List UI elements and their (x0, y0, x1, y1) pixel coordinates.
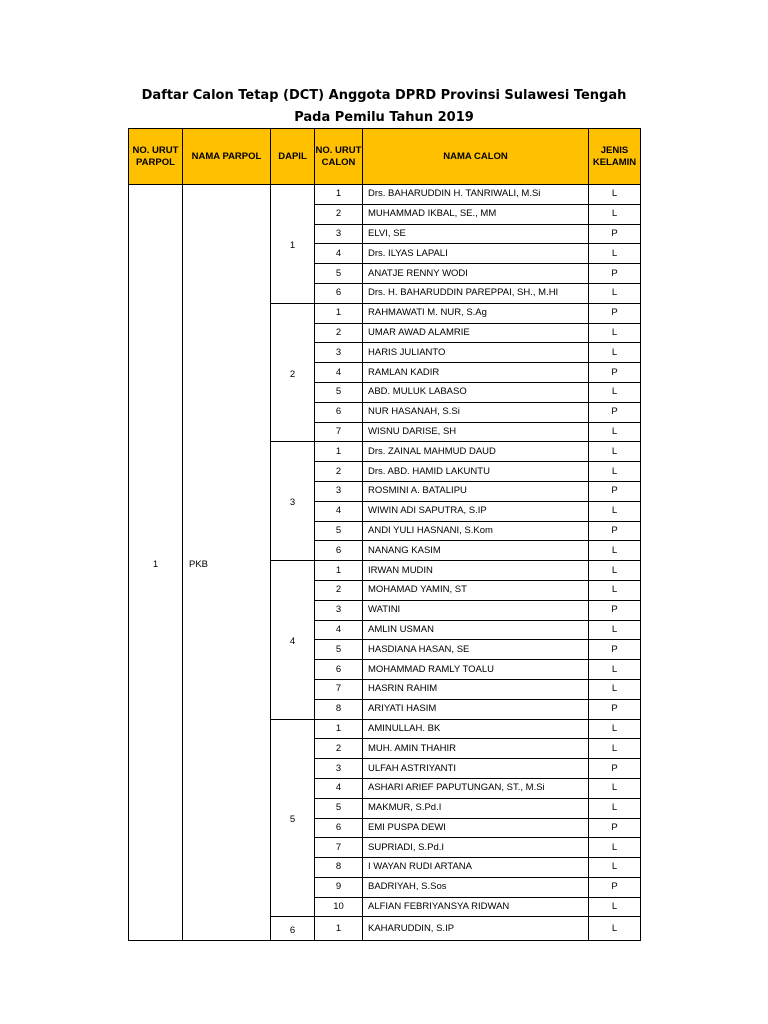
candidate-name-cell: WATINI (363, 600, 589, 620)
gender-cell: L (589, 343, 641, 363)
candidate-name-cell: MUH. AMIN THAHIR (363, 739, 589, 759)
candidate-name-cell: ELVI, SE (363, 224, 589, 244)
candidate-number-cell: 5 (315, 521, 363, 541)
candidate-name-cell: RAMLAN KADIR (363, 363, 589, 383)
candidate-name-cell: AMINULLAH. BK (363, 719, 589, 739)
candidate-name-cell: WISNU DARISE, SH (363, 422, 589, 442)
candidate-name-cell: Drs. H. BAHARUDDIN PAREPPAI, SH., M.HI (363, 283, 589, 303)
table-body (129, 185, 641, 941)
candidate-name-cell: UMAR AWAD ALAMRIE (363, 323, 589, 343)
candidate-number-cell: 1 (315, 561, 363, 581)
candidate-name-cell: MOHAMMAD RAMLY TOALU (363, 660, 589, 680)
dapil-cell: 5 (271, 719, 315, 917)
gender-cell: L (589, 897, 641, 917)
dapil-cell: 6 (271, 917, 315, 941)
dapil-cell: 1 (271, 185, 315, 304)
candidate-number-cell: 3 (315, 343, 363, 363)
candidate-number-cell: 3 (315, 600, 363, 620)
candidate-number-cell: 8 (315, 699, 363, 719)
dapil-cell: 2 (271, 303, 315, 442)
gender-cell: L (589, 204, 641, 224)
header-no-urut-parpol: NO. URUT PARPOL (129, 129, 183, 185)
gender-cell: L (589, 462, 641, 482)
candidate-name-cell: WIWIN ADI SAPUTRA, S.IP (363, 501, 589, 521)
table-header-row (129, 129, 641, 185)
candidate-number-cell: 2 (315, 204, 363, 224)
party-name-cell: PKB (183, 185, 271, 941)
candidate-name-cell: IRWAN MUDIN (363, 561, 589, 581)
candidate-number-cell: 1 (315, 719, 363, 739)
candidate-number-cell: 8 (315, 858, 363, 878)
candidate-number-cell: 6 (315, 541, 363, 561)
candidate-name-cell: ASHARI ARIEF PAPUTUNGAN, ST., M.Si (363, 778, 589, 798)
candidate-number-cell: 5 (315, 382, 363, 402)
header-nama-calon: NAMA CALON (363, 129, 589, 185)
candidate-name-cell: Drs. ZAINAL MAHMUD DAUD (363, 442, 589, 462)
dapil-cell: 4 (271, 561, 315, 719)
candidate-number-cell: 10 (315, 897, 363, 917)
candidate-name-cell: ULFAH ASTRIYANTI (363, 759, 589, 779)
gender-cell: L (589, 739, 641, 759)
header-nama-parpol: NAMA PARPOL (183, 129, 271, 185)
document-title: Daftar Calon Tetap (DCT) Anggota DPRD Provinsi Sulawesi Tengah (141, 88, 627, 103)
gender-cell: P (589, 640, 641, 660)
gender-cell: P (589, 759, 641, 779)
candidate-name-cell: AMLIN USMAN (363, 620, 589, 640)
candidate-number-cell: 9 (315, 877, 363, 897)
gender-cell: L (589, 323, 641, 343)
gender-cell: P (589, 818, 641, 838)
candidate-table (128, 128, 641, 941)
gender-cell: L (589, 580, 641, 600)
candidate-name-cell: EMI PUSPA DEWI (363, 818, 589, 838)
gender-cell: L (589, 778, 641, 798)
gender-cell: P (589, 481, 641, 501)
gender-cell: L (589, 244, 641, 264)
candidate-name-cell: BADRIYAH, S.Sos (363, 877, 589, 897)
table-row (129, 185, 641, 205)
gender-cell: L (589, 798, 641, 818)
candidate-number-cell: 2 (315, 323, 363, 343)
gender-cell: L (589, 185, 641, 205)
document-subtitle: Pada Pemilu Tahun 2019 (294, 110, 474, 125)
gender-cell: P (589, 224, 641, 244)
candidate-number-cell: 6 (315, 283, 363, 303)
candidate-name-cell: I WAYAN RUDI ARTANA (363, 858, 589, 878)
candidate-number-cell: 1 (315, 185, 363, 205)
candidate-name-cell: HARIS JULIANTO (363, 343, 589, 363)
candidate-number-cell: 1 (315, 917, 363, 941)
candidate-name-cell: KAHARUDDIN, S.IP (363, 917, 589, 941)
candidate-number-cell: 2 (315, 739, 363, 759)
candidate-number-cell: 6 (315, 818, 363, 838)
candidate-name-cell: RAHMAWATI M. NUR, S.Ag (363, 303, 589, 323)
candidate-number-cell: 7 (315, 838, 363, 858)
gender-cell: P (589, 877, 641, 897)
gender-cell: L (589, 382, 641, 402)
candidate-number-cell: 1 (315, 303, 363, 323)
candidate-number-cell: 4 (315, 363, 363, 383)
candidate-number-cell: 5 (315, 264, 363, 284)
candidate-number-cell: 5 (315, 640, 363, 660)
candidate-name-cell: ARIYATI HASIM (363, 699, 589, 719)
candidate-number-cell: 5 (315, 798, 363, 818)
candidate-number-cell: 6 (315, 402, 363, 422)
gender-cell: P (589, 521, 641, 541)
candidate-name-cell: ROSMINI A. BATALIPU (363, 481, 589, 501)
candidate-name-cell: SUPRIADI, S.Pd.I (363, 838, 589, 858)
gender-cell: L (589, 442, 641, 462)
candidate-number-cell: 4 (315, 778, 363, 798)
candidate-name-cell: ALFIAN FEBRIYANSYA RIDWAN (363, 897, 589, 917)
header-dapil: DAPIL (271, 129, 315, 185)
party-number-cell: 1 (129, 185, 183, 941)
gender-cell: L (589, 660, 641, 680)
gender-cell: L (589, 541, 641, 561)
candidate-name-cell: HASRIN RAHIM (363, 679, 589, 699)
gender-cell: L (589, 620, 641, 640)
gender-cell: P (589, 363, 641, 383)
gender-cell: L (589, 422, 641, 442)
candidate-number-cell: 7 (315, 679, 363, 699)
candidate-number-cell: 4 (315, 620, 363, 640)
candidate-name-cell: NUR HASANAH, S.Si (363, 402, 589, 422)
candidate-number-cell: 1 (315, 442, 363, 462)
gender-cell: P (589, 699, 641, 719)
candidate-name-cell: NANANG KASIM (363, 541, 589, 561)
gender-cell: L (589, 838, 641, 858)
candidate-name-cell: ANDI YULI HASNANI, S.Kom (363, 521, 589, 541)
gender-cell: L (589, 501, 641, 521)
gender-cell: P (589, 402, 641, 422)
header-no-urut-calon: NO. URUT CALON (315, 129, 363, 185)
candidate-number-cell: 4 (315, 244, 363, 264)
candidate-name-cell: ABD. MULUK LABASO (363, 382, 589, 402)
candidate-number-cell: 2 (315, 462, 363, 482)
gender-cell: L (589, 719, 641, 739)
candidate-number-cell: 3 (315, 224, 363, 244)
candidate-number-cell: 3 (315, 759, 363, 779)
candidate-name-cell: Drs. ABD. HAMID LAKUNTU (363, 462, 589, 482)
candidate-number-cell: 3 (315, 481, 363, 501)
candidate-name-cell: Drs. BAHARUDDIN H. TANRIWALI, M.Si (363, 185, 589, 205)
candidate-number-cell: 6 (315, 660, 363, 680)
candidate-name-cell: MAKMUR, S.Pd.I (363, 798, 589, 818)
candidate-name-cell: ANATJE RENNY WODI (363, 264, 589, 284)
candidate-name-cell: MUHAMMAD IKBAL, SE., MM (363, 204, 589, 224)
gender-cell: L (589, 917, 641, 941)
header-jenis-kelamin: JENIS KELAMIN (589, 129, 641, 185)
gender-cell: P (589, 264, 641, 284)
gender-cell: L (589, 679, 641, 699)
candidate-number-cell: 2 (315, 580, 363, 600)
dapil-cell: 3 (271, 442, 315, 561)
candidate-name-cell: Drs. ILYAS LAPALI (363, 244, 589, 264)
candidate-name-cell: MOHAMAD YAMIN, ST (363, 580, 589, 600)
candidate-number-cell: 4 (315, 501, 363, 521)
candidate-name-cell: HASDIANA HASAN, SE (363, 640, 589, 660)
gender-cell: L (589, 561, 641, 581)
gender-cell: L (589, 283, 641, 303)
candidate-number-cell: 7 (315, 422, 363, 442)
gender-cell: L (589, 858, 641, 878)
gender-cell: P (589, 600, 641, 620)
gender-cell: P (589, 303, 641, 323)
